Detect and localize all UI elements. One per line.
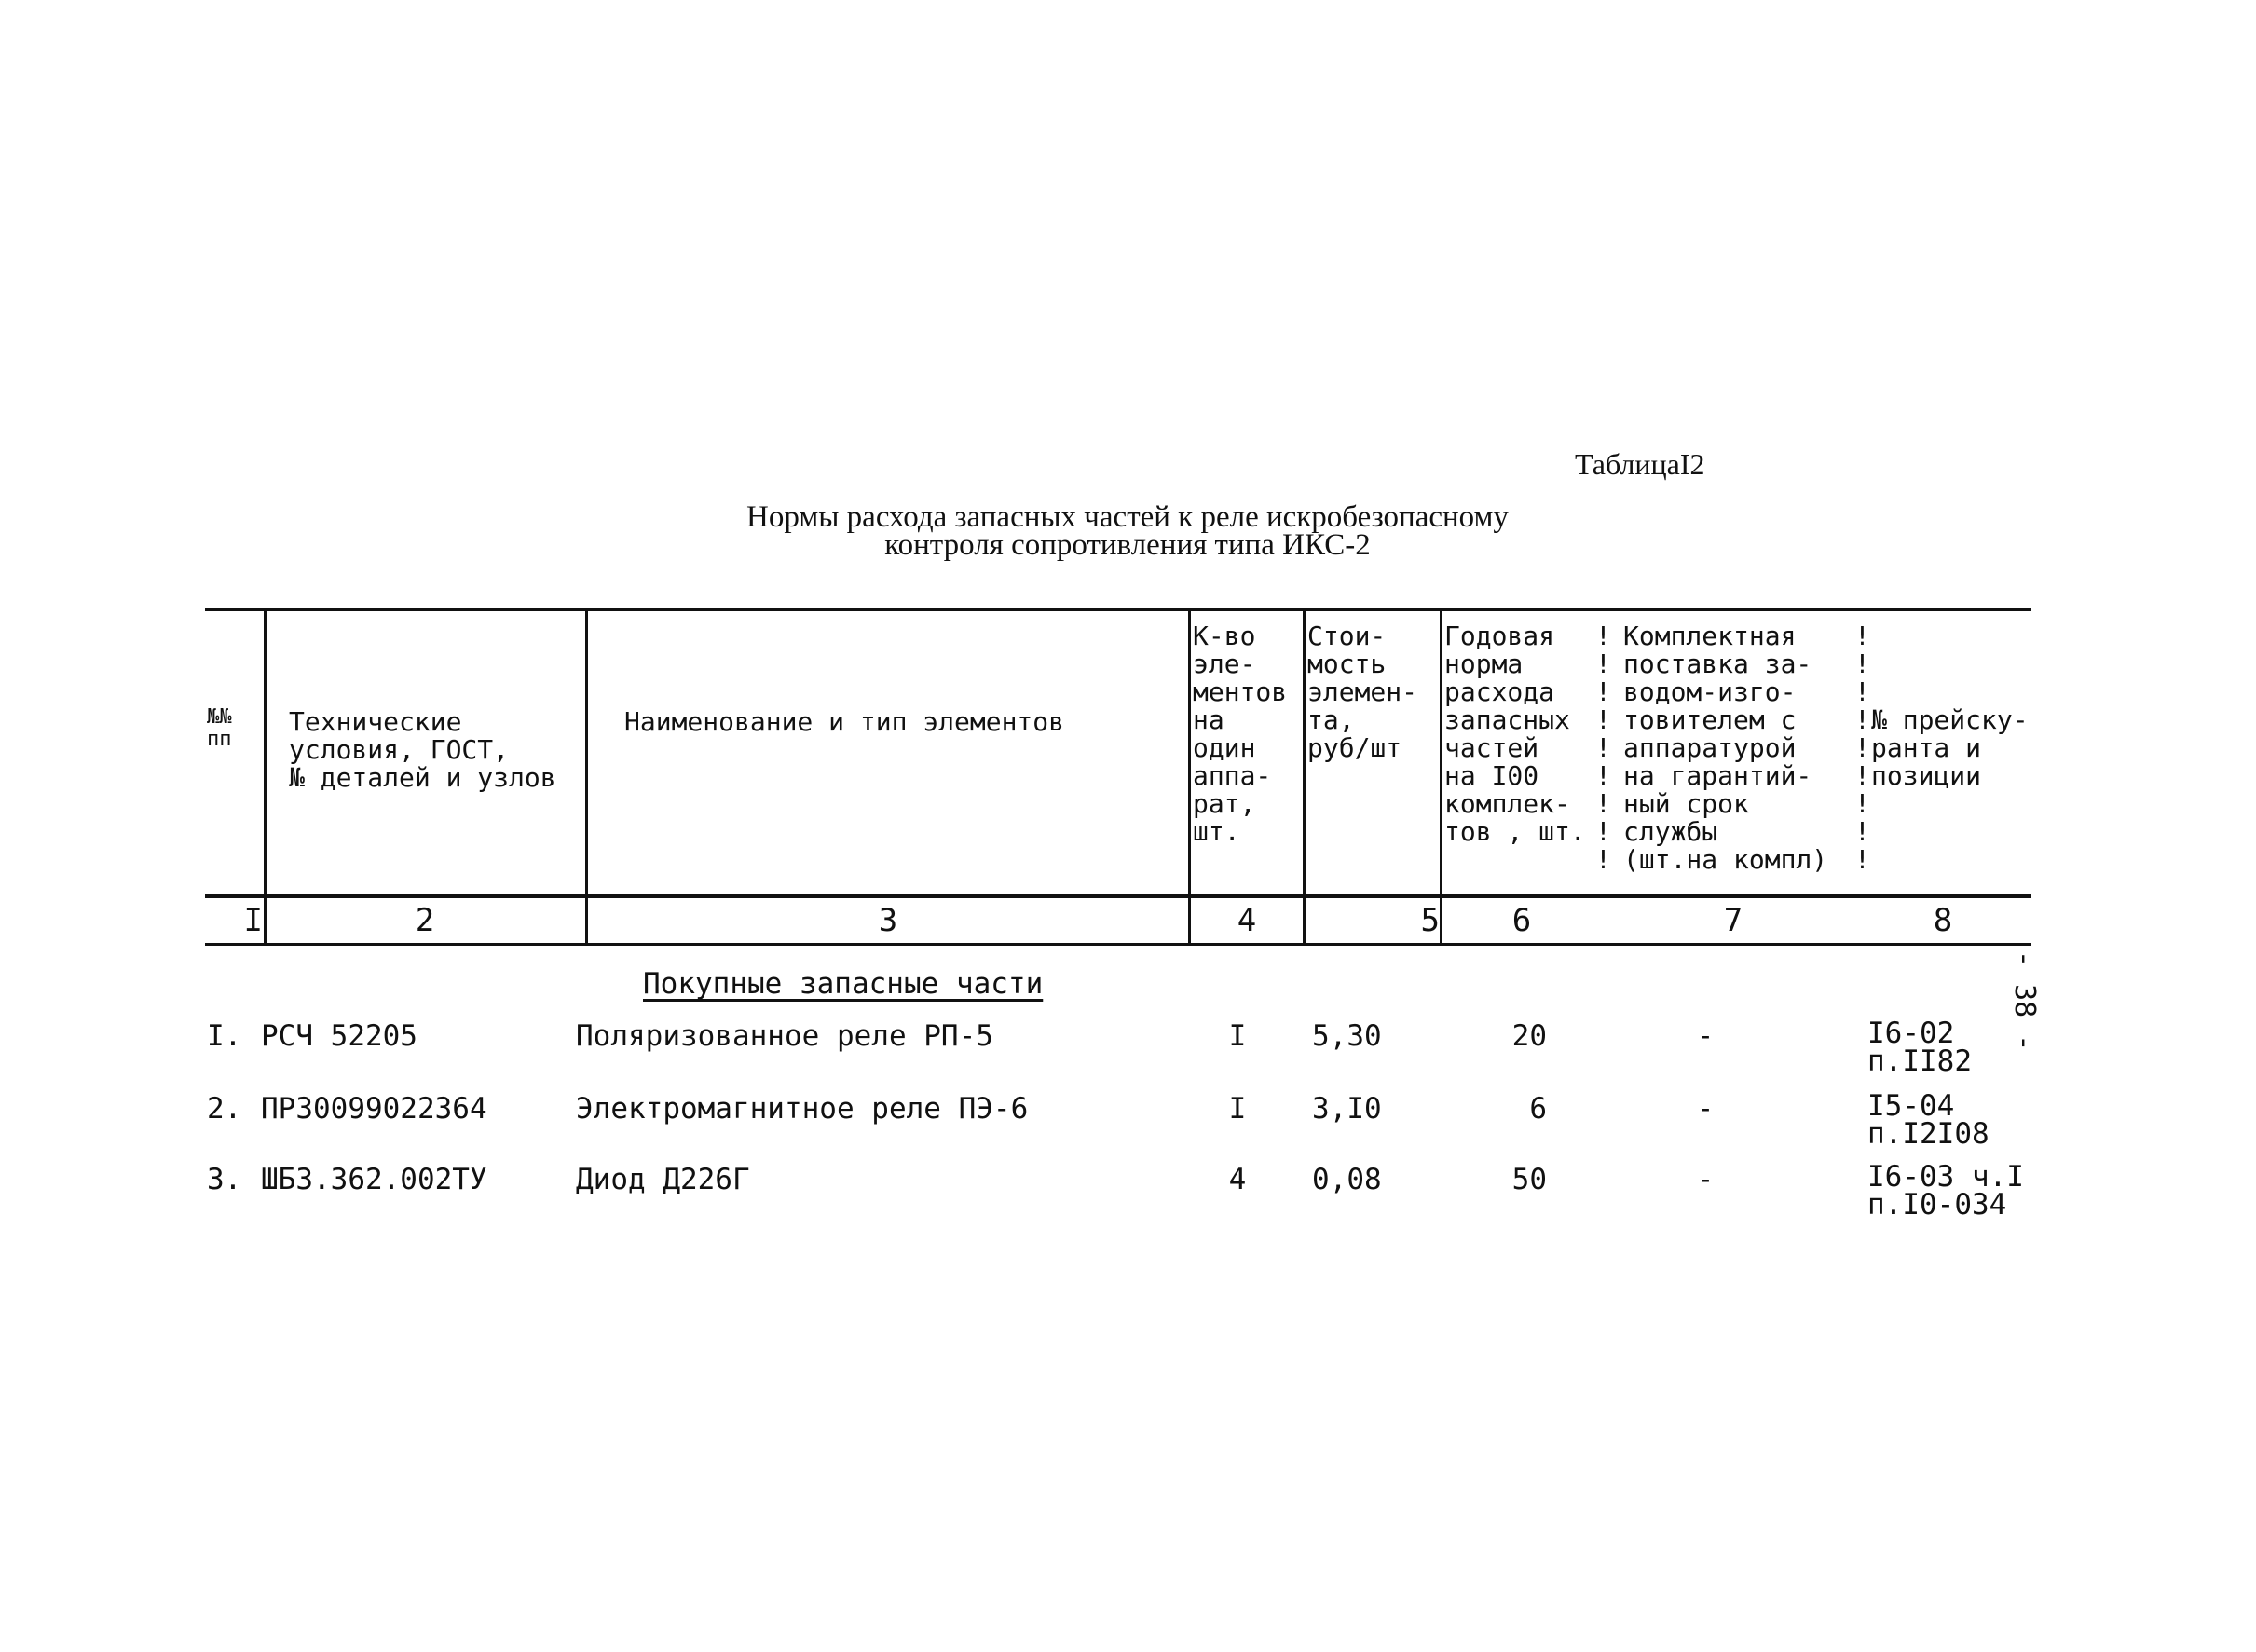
row-price-position: I6-02 п.II82 — [1867, 1017, 1972, 1078]
header-quantity-per-unit: К-во эле- ментов на один аппа- рат, шт. — [1193, 621, 1288, 847]
row-quantity: I — [1228, 1092, 1247, 1126]
row-quantity: I — [1228, 1019, 1247, 1053]
header-row-number: №№ пп — [207, 705, 232, 751]
header-warranty-kit: Комплектная поставка за- водом-изго- товителем с аппаратурой на гарантий- ный срок службы (шт.на компл) — [1623, 621, 1828, 875]
row-price-position: I5-04 п.I2I08 — [1867, 1089, 1989, 1151]
header-annual-norm: Годовая норма расхода запасных частей на I00 комплек- тов , шт. — [1444, 621, 1586, 847]
header-name-and-type: Наименование и тип элементов — [624, 706, 1065, 737]
row-name: Электромагнитное реле ПЭ-6 — [576, 1092, 1029, 1126]
column-number-6: 6 — [1511, 902, 1532, 939]
header-specifications: Технические условия, ГОСТ, № деталей и узлов — [289, 706, 556, 793]
table-label: ТаблицаI2 — [1575, 447, 1705, 481]
row-number: I. — [207, 1019, 242, 1053]
column-separator-5 — [1440, 611, 1442, 943]
column-separator-2 — [585, 611, 588, 943]
title-line-1: Нормы расхода запасных частей к реле искробезопасному — [746, 500, 1509, 534]
row-spec: ШБ3.362.002ТУ — [261, 1163, 487, 1196]
row-norm: 50 — [1511, 1163, 1547, 1196]
column-number-7: 7 — [1723, 902, 1743, 939]
row-number: 3. — [207, 1163, 242, 1196]
row-number: 2. — [207, 1092, 242, 1126]
column-number-1: I — [243, 902, 263, 939]
header-bottom-rule — [205, 894, 2031, 898]
column-number-4: 4 — [1237, 902, 1257, 939]
column-number-8: 8 — [1933, 902, 1953, 939]
row-price-position: I6-03 ч.I п.I0-034 — [1867, 1160, 2024, 1222]
row-cost: 3,I0 — [1312, 1092, 1382, 1126]
row-kit: - — [1696, 1019, 1715, 1053]
row-norm: 6 — [1529, 1092, 1547, 1126]
title-line-2: контроля сопротивления типа ИКС-2 — [884, 528, 1371, 562]
row-kit: - — [1696, 1092, 1715, 1126]
column-separator-7: ! ! ! ! ! ! ! ! ! — [1854, 621, 1870, 875]
column-number-3: 3 — [878, 902, 898, 939]
header-unit-cost: Стои- мость элемен- та, руб/шт — [1307, 621, 1418, 763]
row-cost: 0,08 — [1312, 1163, 1382, 1196]
section-title: Покупные запасные части — [643, 967, 1044, 1001]
row-norm: 20 — [1511, 1019, 1547, 1053]
row-spec: ПР30099022364 — [261, 1092, 487, 1126]
row-spec: РСЧ 52205 — [261, 1019, 417, 1053]
column-separator-1 — [264, 611, 267, 943]
row-quantity: 4 — [1228, 1163, 1247, 1196]
column-numbers-bottom-rule — [205, 943, 2031, 946]
row-kit: - — [1696, 1163, 1715, 1196]
column-number-2: 2 — [415, 902, 435, 939]
table-title — [522, 500, 1733, 562]
row-cost: 5,30 — [1312, 1019, 1382, 1053]
table-top-rule — [205, 608, 2031, 611]
column-separator-6: ! ! ! ! ! ! ! ! ! — [1595, 621, 1611, 875]
page-number: - 38 - — [2008, 950, 2041, 1052]
row-name: Диод Д226Г — [576, 1163, 750, 1196]
column-separator-3 — [1188, 611, 1191, 943]
column-number-5: 5 — [1420, 902, 1440, 939]
column-separator-4 — [1303, 611, 1306, 943]
header-price-list-position: № прейску- ранта и позиции — [1871, 704, 2029, 791]
row-name: Поляризованное реле РП-5 — [576, 1019, 993, 1053]
